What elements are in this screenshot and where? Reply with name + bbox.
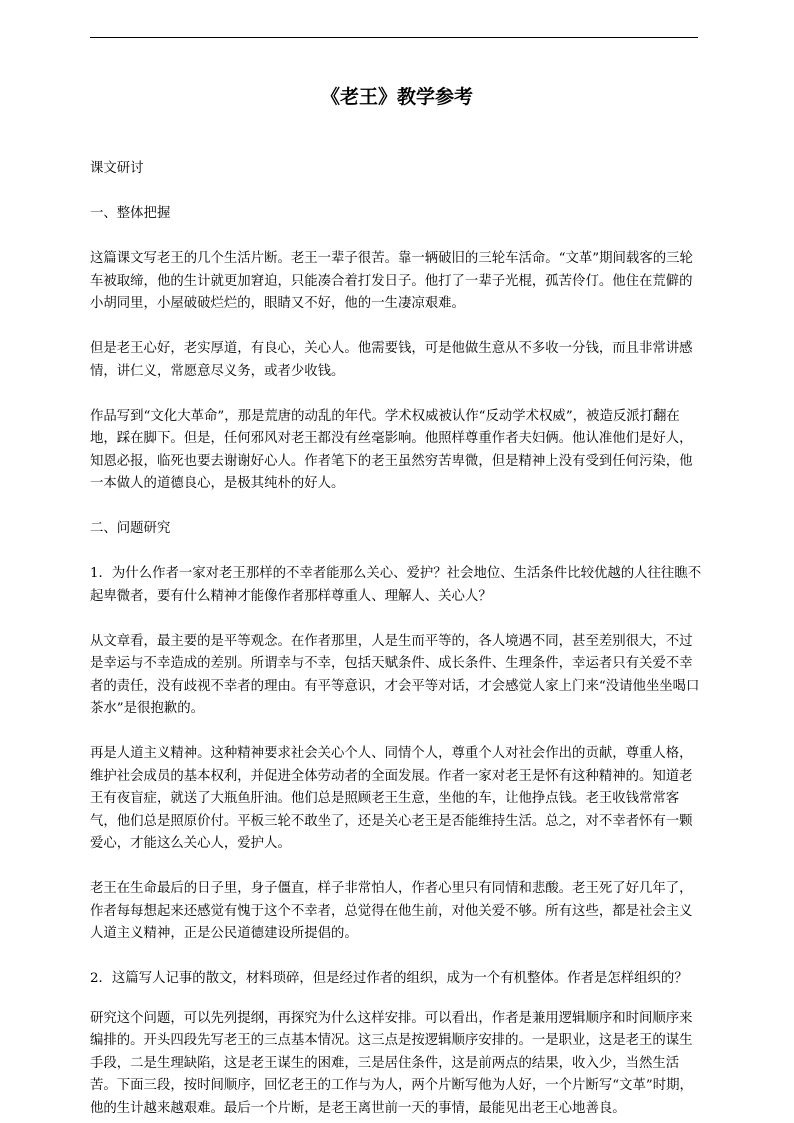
question-paragraph: 2．这篇写人记事的散文，材料琐碎，但是经过作者的组织，成为一个有机整体。作者是怎样组织的？	[90, 971, 688, 986]
section-heading-text-study: 课文研讨	[90, 161, 144, 176]
paragraph: 从文章看，最主要的是平等观念。在作者那里，人是生而平等的，各人境遇不同，甚至差别很大，不过是幸运与不幸造成的差别。所谓幸与不幸，包括天赋条件、成长条件、生理条件，幸运者只有关爱不幸者的责任，没有歧视不幸者的理由。有平等意识，才会平等对话，才会感觉人家上门来“没请他坐坐喝口茶水”是很抱歉的。	[90, 633, 700, 716]
section-heading-problem-study: 二、问题研究	[90, 521, 171, 536]
header-rule	[90, 37, 698, 38]
paragraph: 但是老王心好，老实厚道，有良心，关心人。他需要钱，可是他做生意从不多收一分钱，而且非常讲感情，讲仁义，常愿意尽义务，或者少收钱。	[90, 341, 693, 379]
document-body	[90, 158, 702, 1120]
paragraph: 作品写到“文化大革命”，那是荒唐的动乱的年代。学术权威被认作“反动学术权威”，被造反派打翻在地，踩在脚下。但是，任何邪风对老王都没有丝毫影响。他照样尊重作者夫妇俩。他认准他们是好人，知恩必报，临死也要去谢谢好心人。作者笔下的老王虽然穷苦卑微，但是精神上没有受到任何污染，他一本做人的道德良心，是极其纯朴的好人。	[90, 408, 693, 491]
question-paragraph: 1．为什么作者一家对老王那样的不幸者能那么关心、爱护？社会地位、生活条件比较优越的人往往瞧不起卑微者，要有什么精神才能像作者那样尊重人、理解人、关心人？	[90, 566, 702, 604]
document-title: 《老王》教学参考	[320, 86, 473, 108]
paragraph: 这篇课文写老王的几个生活片断。老王一辈子很苦。靠一辆破旧的三轮车活命。“文革”期间载客的三轮车被取缔，他的生计就更加窘迫，只能凑合着打发日子。他打了一辈子光棍，孤苦伶仃。他住在荒僻的小胡同里，小屋破破烂烂的，眼睛又不好，他的一生凄凉艰难。	[90, 251, 693, 311]
paragraph: 研究这个问题，可以先列提纲，再探究为什么这样安排。可以看出，作者是兼用逻辑顺序和时间顺序来编排的。开头四段先写老王的三点基本情况。这三点是按逻辑顺序安排的。一是职业，这是老王的谋生手段，二是生理缺陷，这是老王谋生的困难，三是居住条件，这是前两点的结果，收入少，当然生活苦。下面三段，按时间顺序，回忆老王的工作与为人，两个片断写他为人好，一个片断写“文革”时期，他的生计越来越艰难。最后一个片断，是老王离世前一天的事情，最能见出老王心地善良。	[90, 1010, 693, 1116]
paragraph: 再是人道主义精神。这种精神要求社会关心个人、同情个人，尊重个人对社会作出的贡献，尊重人格，维护社会成员的基本权利，并促进全体劳动者的全面发展。作者一家对老王是怀有这种精神的。知道老王有夜盲症，就送了大瓶鱼肝油。他们总是照顾老王生意，坐他的车，让他挣点钱。老王收钱常常客气，他们总是照原价付。平板三轮不敢坐了，还是关心老王是否能维持生活。总之，对不幸者怀有一颗爱心，才能这么关心人，爱护人。	[90, 746, 693, 851]
section-heading-overall-grasp: 一、整体把握	[90, 206, 171, 221]
paragraph: 老王在生命最后的日子里，身子僵直，样子非常怕人，作者心里只有同情和悲酸。老王死了好几年了，作者每每想起来还感觉有愧于这个不幸者，总觉得在他生前，对他关爱不够。所有这些，都是社会主义人道主义精神，正是公民道德建设所提倡的。	[90, 881, 693, 941]
